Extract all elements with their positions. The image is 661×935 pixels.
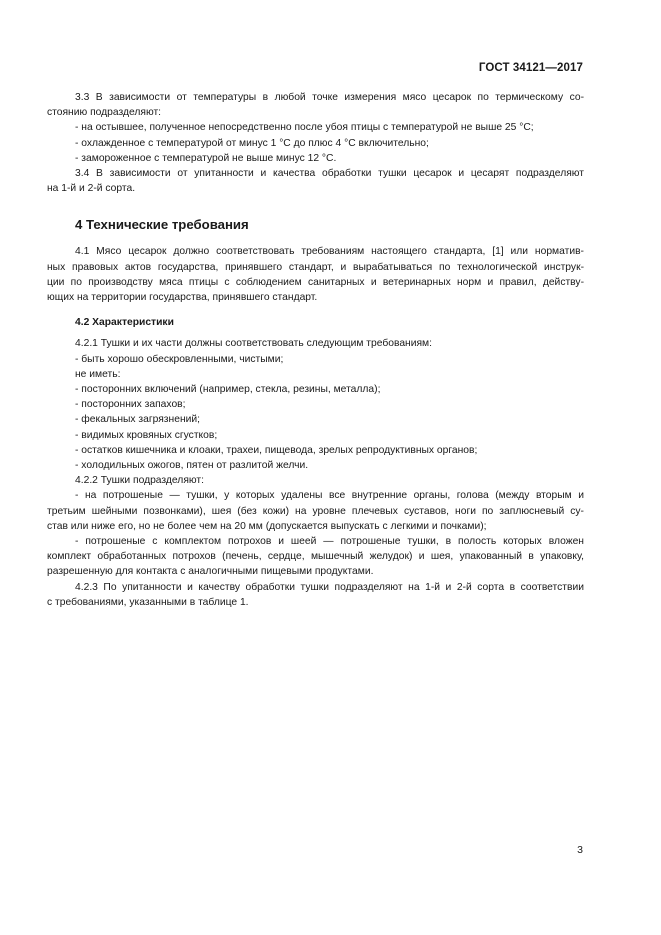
paragraph-line: 3.3 В зависимости от температуры в любой точке измерения мясо цесарок по термическому со- bbox=[75, 92, 584, 103]
list-item: - замороженное с температурой не выше минус 12 °С. bbox=[75, 152, 337, 164]
list-item: - быть хорошо обескровленными, чистыми; bbox=[75, 353, 284, 365]
paragraph-line: ных правовых актов государства, принявшего стандарт, и вырабатываться по технологической инструк- bbox=[47, 261, 584, 273]
list-item: - видимых кровяных сгустков; bbox=[75, 429, 218, 441]
paragraph-4-2-1 bbox=[47, 336, 584, 473]
list-item-line: разрешенную для контакта с аналогичными пищевыми продуктами. bbox=[47, 566, 374, 578]
list-item-line: - потрошеные с комплектом потрохов и шеей — потрошеные тушки, в полость которых вложен bbox=[75, 536, 584, 548]
paragraph-line: на 1-й и 2-й сорта. bbox=[47, 183, 136, 195]
paragraph-3-3 bbox=[47, 90, 584, 166]
paragraph-4-2-2 bbox=[47, 473, 584, 579]
list-item: - посторонних запахов; bbox=[75, 399, 186, 411]
paragraph-line: 3.4 В зависимости от упитанности и качества обработки тушки цесарок и цесарят подразделяют bbox=[75, 168, 584, 180]
list-item-line: став или ниже его, но не более чем на 20 мм (допускается выпускать с легкими и почками); bbox=[47, 520, 487, 532]
list-item-line: комплект обработанных потрохов (печень, сердце, мышечный желудок) и шея, упакованный в упаковку, bbox=[47, 551, 584, 563]
standard-code-header: ГОСТ 34121—2017 bbox=[478, 62, 583, 74]
paragraph-line: ющих на территории государства, принявшего стандарт. bbox=[47, 292, 318, 304]
paragraph-line: 4.2.1 Тушки и их части должны соответствовать следующим требованиям: bbox=[75, 338, 432, 350]
paragraph-line: 4.2.2 Тушки подразделяют: bbox=[75, 475, 204, 487]
subsection-4-2-heading: 4.2 Характеристики bbox=[75, 317, 174, 329]
paragraph-line: ции по производству мяса птицы с соблюдением санитарных и ветеринарных норм и правил, действу- bbox=[47, 276, 584, 288]
paragraph-line: стоянию подразделяют: bbox=[47, 107, 162, 119]
list-item: - на остывшее, полученное непосредственно после убоя птицы с температурой не выше 25 °С; bbox=[75, 122, 534, 134]
list-item: - охлажденное с температурой от минус 1 °С до плюс 4 °С включительно; bbox=[75, 137, 429, 149]
paragraph-line: с требованиями, указанными в таблице 1. bbox=[47, 596, 249, 608]
list-item: - посторонних включений (например, стекла, резины, металла); bbox=[75, 384, 381, 396]
list-item: - фекальных загрязнений; bbox=[75, 414, 200, 426]
paragraph-4-1 bbox=[47, 244, 584, 305]
list-item-line: третьим шейными позвонками), шея (без кожи) на уровне плечевых суставов, ноги по заплюсневый су- bbox=[47, 505, 584, 517]
paragraph-3-4 bbox=[47, 166, 584, 196]
list-item: - остатков кишечника и клоаки, трахеи, пищевода, зрелых репродуктивных органов; bbox=[75, 444, 478, 456]
paragraph-4-2-3 bbox=[47, 580, 584, 610]
paragraph-line: 4.1 Мясо цесарок должно соответствовать требованиям настоящего стандарта, [1] или норматив- bbox=[75, 246, 584, 258]
section-4-heading: 4 Технические требования bbox=[75, 217, 249, 233]
page-number: 3 bbox=[577, 844, 583, 856]
document-body bbox=[47, 90, 584, 610]
paragraph-line: не иметь: bbox=[75, 368, 121, 380]
paragraph-line: 4.2.3 По упитанности и качеству обработки тушки подразделяют на 1-й и 2-й сорта в соответствии bbox=[75, 581, 584, 593]
list-item: - холодильных ожогов, пятен от разлитой желчи. bbox=[75, 460, 309, 472]
list-item-line: - на потрошеные — тушки, у которых удалены все внутренние органы, голова (между вторым и bbox=[75, 490, 584, 502]
